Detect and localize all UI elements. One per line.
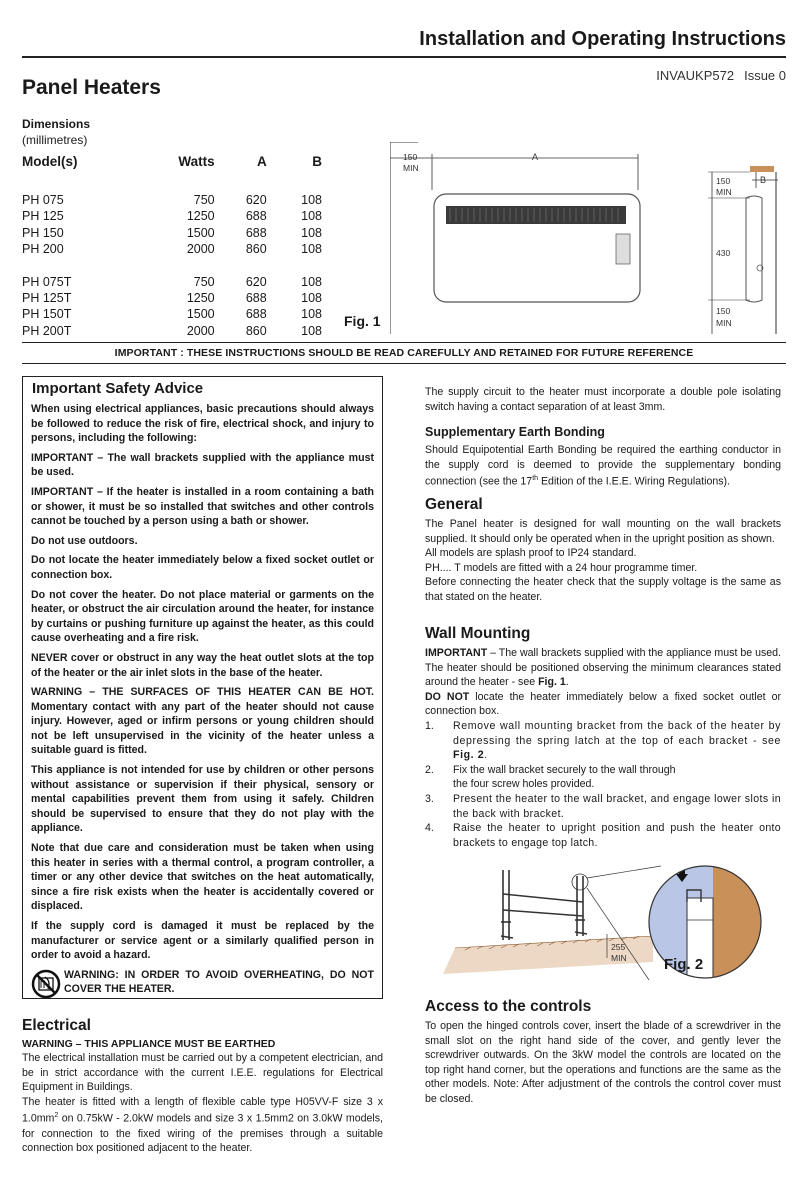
cell-b: 108: [301, 323, 322, 338]
cell-a: 860: [245, 323, 267, 338]
general-paragraph: PH.... T models are fitted with a 24 hour programme timer.: [425, 561, 698, 574]
safety-paragraph: When using electrical appliances, basic precautions should always be followed to reduce the risk of fire, electrical shock, and injury to persons, including the following:: [31, 403, 374, 445]
general-paragraph: The Panel heater is designed for wall mounting on the wall brackets supplied. It should only be operated when in the upright position as shown.: [425, 518, 781, 545]
safety-paragraph: IMPORTANT – If the heater is installed in a room containing a bath or shower, it must be so installed that switches and other controls cannot be touched by a person using a bath or shower.: [31, 485, 374, 528]
fig2-clearance-value: 255: [611, 942, 626, 952]
fig2-detail-circle: [572, 874, 588, 890]
fig2-label: Fig. 2: [664, 956, 704, 973]
safety-paragraph: NEVER cover or obstruct in any way the heat outlet slots at the top of the heater or the air inlet slots in the base of the heater.: [31, 651, 374, 679]
table-row: [22, 225, 322, 241]
dimensions-table: [22, 154, 322, 339]
cell-model: PH 200T: [22, 323, 72, 338]
safety-advice-box: [22, 376, 383, 999]
cell-b: 108: [301, 209, 322, 224]
safety-title: Important Safety Advice: [32, 380, 204, 397]
earth-bonding-section: [425, 425, 781, 489]
cell-b: 108: [301, 274, 322, 289]
table-row: [22, 290, 322, 306]
cell-b: 108: [301, 193, 322, 207]
cell-model: PH 125: [22, 209, 64, 224]
table-row: [22, 274, 322, 290]
safety-paragraph: If the supply cord is damaged it must be replaced by the manufacturer or service agent or a similarly qualified person in order to avoid a hazard.: [31, 920, 374, 962]
table-row: [22, 323, 322, 339]
fig1-side-clearance-value: 150: [403, 152, 418, 162]
cell-watts: 1500: [186, 225, 215, 240]
cell-a: 620: [245, 193, 267, 207]
overheating-warning: [31, 968, 374, 999]
cell-a: 688: [245, 209, 267, 224]
cell-model: PH 150: [22, 225, 64, 240]
supply-paragraph: The supply circuit to the heater must incorporate a double pole isolating switch having a contact separation of at least 3mm.: [425, 386, 781, 413]
fig1-top-clearance-min: MIN: [716, 187, 732, 197]
electrical-section: [22, 1017, 383, 1156]
table-row: [22, 241, 322, 257]
fig1-heater-grille: [446, 206, 626, 224]
list-item: 2. Fix the wall bracket securely to the wall through the four screw holes provided.: [425, 763, 676, 791]
cell-model: PH 075: [22, 193, 64, 207]
cell-model: PH 200: [22, 242, 64, 257]
fig1-bottom-clearance-value: 150: [716, 306, 731, 316]
fig1-control-panel: [616, 234, 630, 264]
fig1-heater-side-view: [746, 196, 762, 302]
earth-bonding-heading: Supplementary Earth Bonding: [425, 425, 605, 439]
safety-paragraph: This appliance is not intended for use by children or other persons without assistance or supervision if their physical, sensory or mental capabilities prevent them from using it safely. Children should be supervised to ensure that they do not play with the appliance.: [31, 764, 374, 835]
table-row: [22, 208, 322, 224]
safety-paragraph: IMPORTANT – The wall brackets supplied with the appliance must be used.: [31, 451, 374, 479]
fig1-height-value: 430: [716, 248, 731, 258]
fig2-clearance-min: MIN: [611, 953, 627, 963]
wall-mounting-section: [425, 625, 781, 850]
cell-a: 688: [245, 225, 267, 240]
cell-a: 688: [245, 290, 267, 305]
fig1-heater-dimensions-diagram: [390, 142, 790, 334]
cell-a: 860: [245, 242, 267, 257]
cell-watts: 1250: [186, 209, 215, 224]
important-notice-band: IMPORTANT : THESE INSTRUCTIONS SHOULD BE READ CAREFULLY AND RETAINED FOR FUTURE REFERENCE: [22, 342, 786, 364]
cell-watts: 1250: [186, 290, 215, 305]
list-item: 4. Raise the heater to upright position and push the heater onto brackets to engage top latch.: [425, 822, 781, 849]
column-header-a: A: [256, 154, 267, 169]
column-header-b: B: [312, 154, 322, 169]
dimensions-heading: Dimensions: [22, 117, 91, 131]
wall-donot-paragraph: DO NOT locate the heater immediately below a fixed socket outlet or connection box.: [425, 690, 781, 718]
do-not-cover-icon: [31, 969, 61, 999]
cell-watts: 750: [193, 193, 215, 207]
document-code: INVAUKP572: [656, 68, 735, 83]
list-item: 1. Remove wall mounting bracket from the back of the heater by depressing the spring latch at the top of each bracket - see Fig. 2.: [425, 719, 781, 762]
fig1-shelf: [750, 166, 774, 172]
general-paragraph: All models are splash proof to IP24 standard.: [425, 547, 637, 560]
cell-watts: 750: [193, 274, 215, 289]
cell-a: 620: [245, 274, 267, 289]
list-item: 3. Present the heater to the wall bracket, and engage lower slots in the back with bracket.: [425, 792, 781, 820]
cell-b: 108: [301, 290, 322, 305]
access-controls-heading: Access to the controls: [425, 998, 592, 1015]
cell-model: PH 075T: [22, 274, 72, 289]
column-header-models: Model(s): [22, 154, 78, 169]
electrical-paragraph: The electrical installation must be carried out by a competent electrician, and be in strict accordance with the current I.E.E. regulations for Electrical Equipment in Buildings.: [22, 1052, 383, 1094]
fig1-top-clearance-value: 150: [716, 176, 731, 186]
general-section: [425, 496, 781, 605]
cell-model: PH 150T: [22, 307, 72, 322]
cell-b: 108: [301, 307, 322, 322]
column-header-watts: Watts: [178, 154, 215, 169]
cell-watts: 2000: [186, 323, 215, 338]
table-row: [22, 306, 322, 322]
dimensions-unit: (millimetres): [22, 133, 88, 147]
fig2-bracket-diagram: [425, 860, 787, 995]
safety-paragraph: WARNING – THE SURFACES OF THIS HEATER CAN BE HOT. Momentary contact with any part of the heater should not cause injury. However, aged or infirm persons or young children should not be left unsupervised in the vicinity of the heater unless a suitable guard is fitted.: [31, 686, 374, 757]
safety-paragraph: Do not cover the heater. Do not place material or garments on the heater, or obstruct the air circulation around the heater, for instance by curtains or pushing furniture up against the heater, as this could cause overheating and a fire risk.: [31, 588, 374, 645]
fig1-a-label: A: [532, 152, 539, 162]
fig1-b-label: B: [760, 175, 767, 185]
table-header-row: [22, 154, 322, 176]
cell-b: 108: [301, 242, 322, 257]
fig1-bottom-clearance-min: MIN: [716, 318, 732, 328]
earthed-warning: WARNING – THIS APPLIANCE MUST BE EARTHED: [22, 1038, 276, 1050]
access-controls-paragraph: To open the hinged controls cover, insert the blade of a screwdriver in the small slot on the right hand side of the cover, and gently lever the screwdriver outwards. On the 3kW model the controls are located on the top right hand corner, but the operations and functions are the same as the other models. Note: After adjustment of the controls the control cover must be closed.: [425, 1020, 781, 1105]
earth-bonding-paragraph: Should Equipotential Earth Bonding be required the earthing conductor in the supply cord is deemed to provide the supplementary bonding connection (see the 17th Edition of the I.E.E. Wiring Regulations).: [425, 444, 781, 488]
general-heading: General: [425, 496, 483, 513]
safety-paragraph: Do not use outdoors.: [31, 534, 138, 547]
fig1-side-clearance-min: MIN: [403, 163, 419, 173]
fig1-label: Fig. 1: [344, 313, 381, 329]
cell-model: PH 125T: [22, 290, 72, 305]
electrical-heading: Electrical: [22, 1017, 91, 1034]
fig2-brackets: [501, 870, 587, 940]
mounting-steps: [425, 719, 781, 850]
supply-circuit-section: [425, 385, 781, 414]
cell-a: 688: [245, 307, 267, 322]
page-title: Panel Heaters: [22, 76, 161, 99]
general-paragraph: Before connecting the heater check that the supply voltage is the same as that stated on the heater.: [425, 576, 781, 603]
wall-mounting-heading: Wall Mounting: [425, 625, 531, 642]
cable-paragraph: The heater is fitted with a length of flexible cable type H05VV-F size 3 x $1.0mm^2$ on 0.75kW - 2.0kW models and size 3 x 1.5mm2 on 3.0kW models, for connection to the fixed wiring of the premises through a suitable connection box positioned adjacent to the heater.: [22, 1095, 383, 1155]
cell-b: 108: [301, 225, 322, 240]
issue-number: Issue 0: [744, 68, 786, 83]
document-reference: [646, 68, 786, 83]
cell-watts: 1500: [186, 307, 215, 322]
warning-text: WARNING: IN ORDER TO AVOID OVERHEATING, DO NOT COVER THE HEATER.: [64, 968, 374, 996]
table-row: [22, 192, 322, 208]
document-title: Installation and Operating Instructions: [419, 28, 786, 50]
access-controls-section: [425, 998, 781, 1107]
cell-watts: 2000: [186, 242, 215, 257]
safety-paragraph: Note that due care and consideration must be taken when using this heater in series with a thermal control, a program controller, a timer or any other device that switches on the heat automatically, since a fire risk exists when the heater is accidentally covered or displaced.: [31, 842, 374, 913]
wall-important-paragraph: IMPORTANT – The wall brackets supplied with the appliance must be used. The heater should be positioned observing the minimum clearances stated around the heater - see Fig. 1.: [425, 647, 781, 689]
safety-paragraph: Do not locate the heater immediately below a fixed socket outlet or connection box.: [31, 554, 374, 581]
title-rule: [22, 56, 786, 58]
